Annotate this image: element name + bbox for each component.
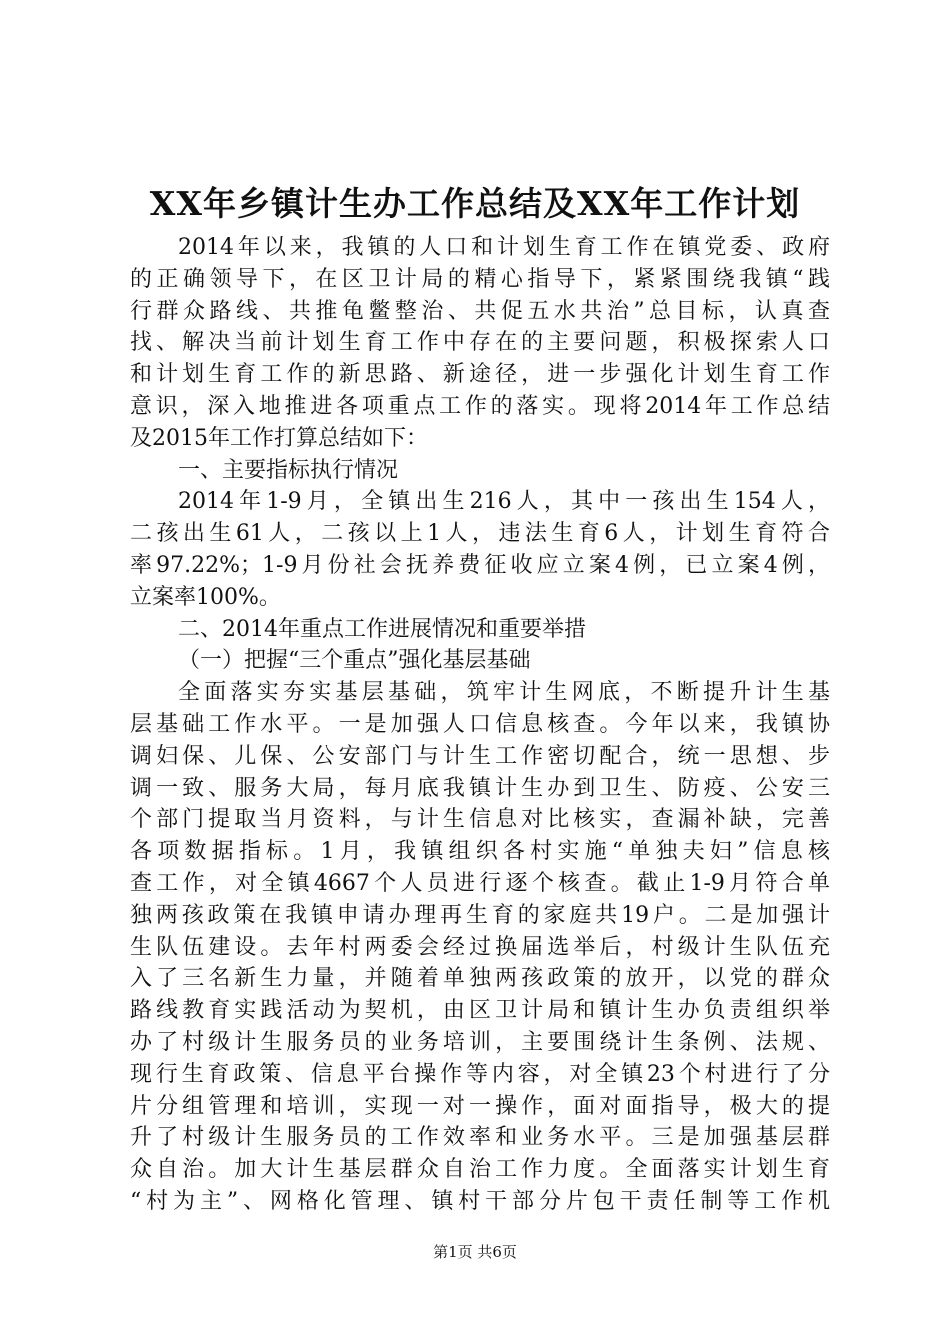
paragraph-line: 生队伍建设。去年村两委会经过换届选举后，村级计生队伍充 [130,934,830,960]
paragraph-line: 及2015年工作打算总结如下： [130,425,428,451]
subsection-heading: （一）把握“三个重点”强化基层基础 [178,648,531,674]
paragraph-line: 行群众路线、共推龟鳖整治、共促五水共治”总目标，认真查 [130,298,830,324]
paragraph-line: 众自治。加大计生基层群众自治工作力度。全面落实计划生育 [130,1157,830,1183]
paragraph-line: 调妇保、儿保、公安部门与计生工作密切配合，统一思想、步 [130,743,830,769]
document-body [130,232,830,1218]
paragraph-line: 入了三名新生力量，并随着单独两孩政策的放开，以党的群众 [130,966,830,992]
paragraph-line: 办了村级计生服务员的业务培训，主要围绕计生条例、法规、 [130,1029,830,1055]
paragraph-line: 独两孩政策在我镇申请办理再生育的家庭共19户。二是加强计 [130,902,830,928]
section-heading: 一、主要指标执行情况 [178,457,399,483]
paragraph-line: 立案率100%。 [130,584,281,610]
paragraph-line: 片分组管理和培训，实现一对一操作，面对面指导，极大的提 [130,1093,830,1119]
paragraph-line: 二孩出生61人，二孩以上1人，违法生育6人，计划生育符合 [130,521,830,547]
paragraph-line: 查工作，对全镇4667个人员进行逐个核查。截止1-9月符合单 [130,870,830,896]
page-number-footer: 第1页 共6页 [433,1243,517,1261]
paragraph-line: 调一致、服务大局，每月底我镇计生办到卫生、防疫、公安三 [130,775,830,801]
paragraph-line: 层基础工作水平。一是加强人口信息核查。今年以来，我镇协 [130,711,830,737]
paragraph-line: 的正确领导下，在区卫计局的精心指导下，紧紧围绕我镇“践 [130,266,830,292]
paragraph-line: 现行生育政策、信息平台操作等内容，对全镇23个村进行了分 [130,1061,830,1087]
paragraph-line: 2014年以来，我镇的人口和计划生育工作在镇党委、政府 [178,235,830,260]
paragraph-line: 各项数据指标。1月，我镇组织各村实施“单独夫妇”信息核 [130,839,830,865]
paragraph-line: 找、解决当前计划生育工作中存在的主要问题，积极探索人口 [130,330,830,356]
paragraph-line: 和计划生育工作的新思路、新途径，进一步强化计划生育工作 [130,362,830,388]
paragraph-line: 升了村级计生服务员的工作效率和业务水平。三是加强基层群 [130,1125,830,1151]
paragraph-line: “村为主”、网格化管理、镇村干部分片包干责任制等工作机 [130,1188,830,1214]
section-heading: 二、2014年重点工作进展情况和重要举措 [178,616,586,642]
paragraph-line: 全面落实夯实基层基础，筑牢计生网底，不断提升计生基 [178,680,830,706]
paragraph-line: 路线教育实践活动为契机，由区卫计局和镇计生办负责组织举 [130,998,830,1024]
paragraph-line: 意识，深入地推进各项重点工作的落实。现将2014年工作总结 [130,393,830,419]
paragraph-line: 个部门提取当月资料，与计生信息对比核实，查漏补缺，完善 [130,807,830,833]
document-title: XX年乡镇计生办工作总结及XX年工作计划 [149,184,801,223]
paragraph-line: 2014年1-9月，全镇出生216人，其中一孩出生154人， [178,489,830,515]
paragraph-line: 率97.22%；1-9月份社会抚养费征收应立案4例，已立案4例， [130,552,830,578]
